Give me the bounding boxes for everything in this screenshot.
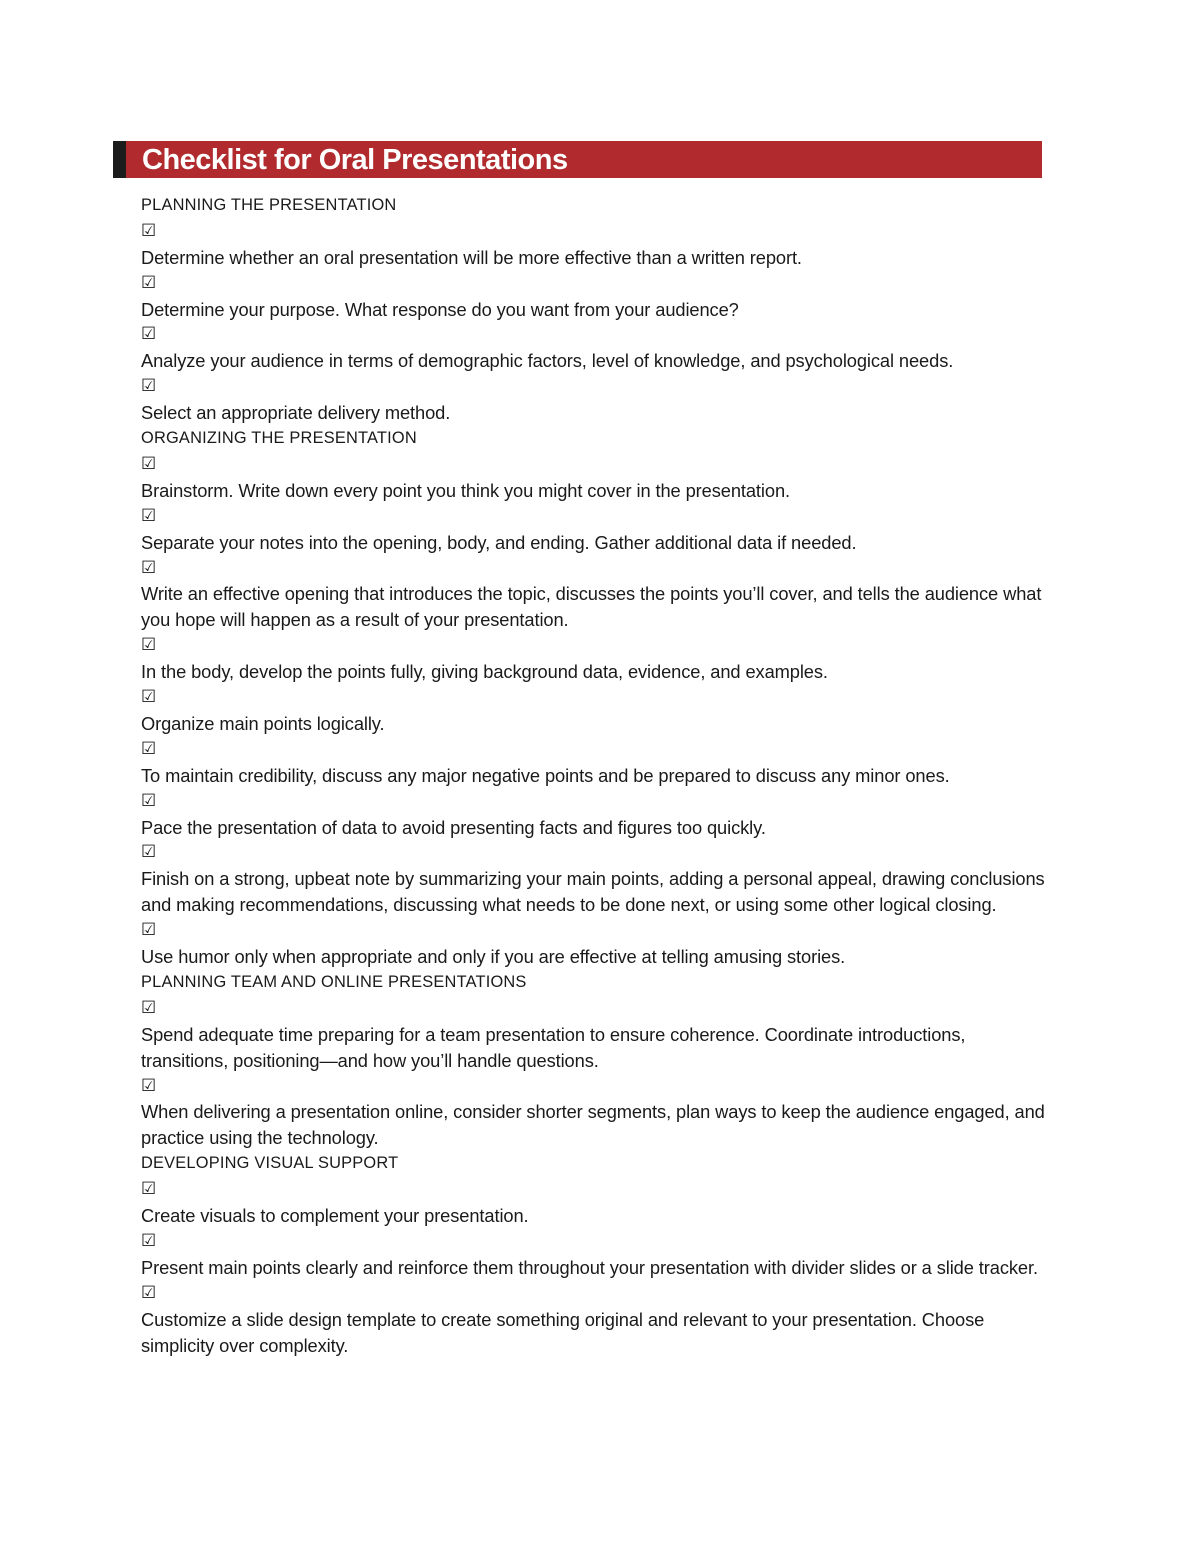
checkbox-icon: ☑ bbox=[141, 1230, 157, 1251]
checkbox-icon: ☑ bbox=[141, 505, 157, 526]
checklist-item bbox=[141, 556, 1053, 634]
checklist-item bbox=[141, 1074, 1053, 1152]
checklist-item-text: Spend adequate time preparing for a team presentation to ensure coherence. Coordinate introductions, transitions, positioning—and how you’ll handle questions. bbox=[141, 1023, 966, 1071]
checkbox-icon: ☑ bbox=[141, 635, 157, 656]
title-bar bbox=[113, 141, 1042, 178]
checkbox-icon: ☑ bbox=[141, 1179, 157, 1200]
checklist-item bbox=[141, 1281, 1053, 1359]
page-title: Checklist for Oral Presentations bbox=[142, 144, 568, 176]
section-heading: PLANNING TEAM AND ONLINE PRESENTATIONS bbox=[141, 972, 527, 991]
checkbox-icon: ☑ bbox=[141, 687, 157, 708]
section-heading: DEVELOPING VISUAL SUPPORT bbox=[141, 1154, 399, 1173]
checklist-content bbox=[141, 193, 1053, 1358]
checklist-item-text: Use humor only when appropriate and only if you are effective at telling amusing stories. bbox=[141, 946, 846, 968]
section-heading: PLANNING THE PRESENTATION bbox=[141, 196, 397, 214]
checklist-item bbox=[141, 504, 1053, 556]
checklist-item-text: To maintain credibility, discuss any major negative points and be prepared to discuss any minor ones. bbox=[141, 764, 950, 786]
section-team-online bbox=[141, 970, 1053, 1151]
checklist-item bbox=[141, 737, 1053, 789]
checklist-item bbox=[141, 1177, 1053, 1229]
checklist-item-text: Determine whether an oral presentation will be more effective than a written report. bbox=[141, 246, 802, 268]
checklist-item bbox=[141, 996, 1053, 1074]
checkbox-icon: ☑ bbox=[141, 920, 157, 941]
checklist-item-text: When delivering a presentation online, consider shorter segments, plan ways to keep the audience engaged, and practice using the technology. bbox=[141, 1101, 1045, 1149]
checklist-item-text: Create visuals to complement your presentation. bbox=[141, 1205, 529, 1227]
checklist-item bbox=[141, 918, 1053, 970]
checklist-item-text: Brainstorm. Write down every point you think you might cover in the presentation. bbox=[141, 479, 790, 501]
checkbox-icon: ☑ bbox=[141, 557, 157, 578]
checklist-item bbox=[141, 1229, 1053, 1281]
checkbox-icon: ☑ bbox=[141, 842, 157, 863]
checkbox-icon: ☑ bbox=[141, 738, 157, 759]
checkbox-icon: ☑ bbox=[141, 453, 157, 474]
checklist-item-text: Organize main points logically. bbox=[141, 712, 385, 734]
checklist-item-text: Present main points clearly and reinforce them throughout your presentation with divider slides or a slide tracker. bbox=[141, 1256, 1038, 1278]
checklist-item-text: Pace the presentation of data to avoid presenting facts and figures too quickly. bbox=[141, 816, 766, 838]
checklist-item-text: Analyze your audience in terms of demographic factors, level of knowledge, and psychological needs. bbox=[141, 350, 954, 372]
checkbox-icon: ☑ bbox=[141, 1282, 157, 1303]
checklist-item-text: Determine your purpose. What response do you want from your audience? bbox=[141, 298, 739, 320]
checklist-item-text: In the body, develop the points fully, giving background data, evidence, and examples. bbox=[141, 661, 828, 683]
checklist-item bbox=[141, 271, 1053, 323]
checklist-item-text: Write an effective opening that introduces the topic, discusses the points you’ll cover, and tells the audience what you hope will happen as a result of your presentation. bbox=[141, 583, 1042, 631]
section-heading: ORGANIZING THE PRESENTATION bbox=[141, 429, 417, 448]
section-organizing bbox=[141, 426, 1053, 970]
checklist-item bbox=[141, 633, 1053, 685]
checkbox-icon: ☑ bbox=[141, 790, 157, 811]
checkbox-icon: ☑ bbox=[141, 324, 157, 345]
checklist-item bbox=[141, 219, 1053, 271]
checklist-item-text: Finish on a strong, upbeat note by summarizing your main points, adding a personal appeal, drawing conclusions and making recommendations, discussing what needs to be done next, or using some other logical closing. bbox=[141, 868, 1045, 916]
checklist-item-text: Customize a slide design template to create something original and relevant to your presentation. Choose simplicity over complexity. bbox=[141, 1308, 985, 1356]
checkbox-icon: ☑ bbox=[141, 376, 157, 397]
checkbox-icon: ☑ bbox=[141, 1075, 157, 1096]
checkbox-icon: ☑ bbox=[141, 272, 157, 293]
checklist-item bbox=[141, 789, 1053, 841]
checklist-item bbox=[141, 322, 1053, 374]
checklist-item bbox=[141, 374, 1053, 426]
section-visual-support bbox=[141, 1151, 1053, 1358]
checklist-item bbox=[141, 452, 1053, 504]
checklist-item-text: Select an appropriate delivery method. bbox=[141, 402, 451, 424]
checklist-item-text: Separate your notes into the opening, body, and ending. Gather additional data if needed. bbox=[141, 531, 857, 553]
checklist-item bbox=[141, 685, 1053, 737]
checklist-item bbox=[141, 840, 1053, 918]
checkbox-icon: ☑ bbox=[141, 220, 157, 241]
section-planning bbox=[141, 193, 1053, 426]
checkbox-icon: ☑ bbox=[141, 997, 157, 1018]
